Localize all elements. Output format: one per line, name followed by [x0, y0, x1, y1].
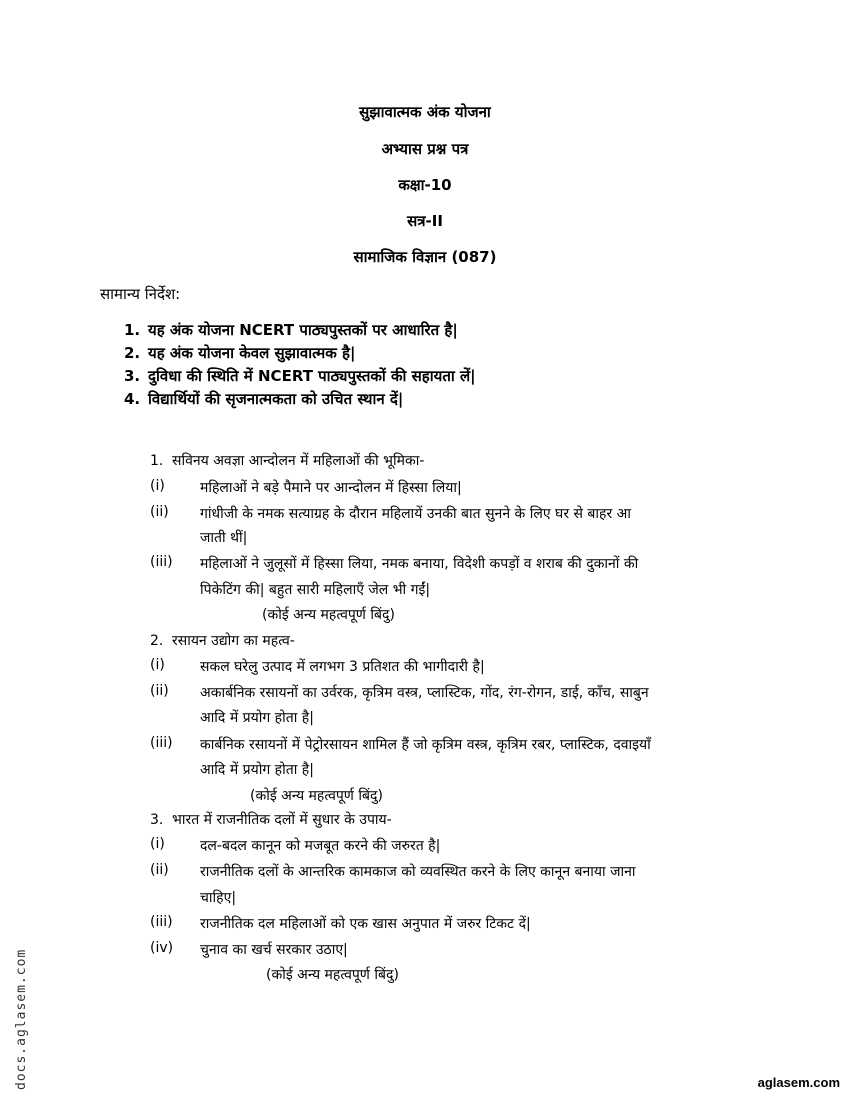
answer-label: (iii) [150, 914, 173, 930]
doc-subtitle: अभ्यास प्रश्न पत्र [381, 140, 469, 158]
question-heading: 3. भारत में राजनीतिक दलों में सुधार के उपाय- [150, 812, 392, 828]
other-points-note: (कोई अन्य महत्वपूर्ण बिंदु) [266, 967, 399, 983]
answer-text: अकार्बनिक रसायनों का उर्वरक, कृत्रिम वस्त्र, प्लास्टिक, गोंद, रंग-रोगन, डाई, काँच, साबुन [200, 685, 649, 701]
side-watermark: docs.aglasem.com [14, 948, 29, 1090]
instruction-item: 2. यह अंक योजना केवल सुझावात्मक है| [124, 344, 356, 362]
answer-text: महिलाओं ने बड़े पैमाने पर आन्दोलन में हिस्सा लिया| [200, 480, 462, 496]
answer-text: कार्बनिक रसायनों में पेट्रोरसायन शामिल हैं जो कृत्रिम वस्त्र, कृत्रिम रबर, प्लास्टिक, दवाइयाँ [200, 737, 651, 753]
corner-watermark: aglasem.com [757, 1075, 840, 1090]
answer-label: (iv) [150, 940, 174, 956]
answer-text: चुनाव का खर्च सरकार उठाए| [200, 942, 348, 958]
other-points-note: (कोई अन्य महत्वपूर्ण बिंदु) [262, 607, 395, 623]
class-label: कक्षा-10 [398, 176, 452, 194]
answer-text: चाहिए| [200, 890, 237, 906]
question-heading: 1. सविनय अवज्ञा आन्दोलन में महिलाओं की भूमिका- [150, 453, 425, 469]
question-heading: 2. रसायन उद्योग का महत्व- [150, 633, 295, 649]
subject-label: सामाजिक विज्ञान (087) [353, 248, 497, 266]
answer-label: (iii) [150, 554, 173, 570]
answer-text: गांधीजी के नमक सत्याग्रह के दौरान महिलायें उनकी बात सुनने के लिए घर से बाहर आ [200, 506, 631, 522]
instruction-item: 1. यह अंक योजना NCERT पाठ्यपुस्तकों पर आधारित है| [124, 321, 458, 339]
answer-text: महिलाओं ने जुलूसों में हिस्सा लिया, नमक बनाया, विदेशी कपड़ों व शराब की दुकानों की [200, 556, 639, 572]
other-points-note: (कोई अन्य महत्वपूर्ण बिंदु) [250, 788, 383, 804]
answer-text: पिकेटिंग की| बहुत सारी महिलाएँ जेल भी गईं| [200, 582, 431, 598]
answer-label: (ii) [150, 504, 169, 520]
answer-text: राजनीतिक दल महिलाओं को एक खास अनुपात में जरुर टिकट दें| [200, 916, 531, 932]
answer-label: (i) [150, 836, 165, 852]
answer-text: दल-बदल कानून को मजबूत करने की जरुरत है| [200, 838, 441, 854]
answer-text: जाती थीं| [200, 530, 248, 546]
answer-label: (ii) [150, 862, 169, 878]
doc-title: सुझावात्मक अंक योजना [359, 103, 491, 121]
answer-label: (i) [150, 478, 165, 494]
answer-text: आदि में प्रयोग होता है| [200, 710, 314, 726]
term-label: सत्र-II [407, 212, 443, 230]
general-instructions-heading: सामान्य निर्देश: [100, 285, 181, 303]
answer-label: (iii) [150, 735, 173, 751]
instruction-item: 4. विद्यार्थियों की सृजनात्मकता को उचित स्थान दें| [124, 390, 404, 408]
answer-text: राजनीतिक दलों के आन्तरिक कामकाज को व्यवस्थित करने के लिए कानून बनाया जाना [200, 864, 636, 880]
answer-label: (ii) [150, 683, 169, 699]
answer-text: आदि में प्रयोग होता है| [200, 762, 314, 778]
answer-label: (i) [150, 657, 165, 673]
answer-text: सकल घरेलु उत्पाद में लगभग 3 प्रतिशत की भागीदारी है| [200, 659, 485, 675]
instruction-item: 3. दुविधा की स्थिति में NCERT पाठ्यपुस्तकों की सहायता लें| [124, 367, 476, 385]
